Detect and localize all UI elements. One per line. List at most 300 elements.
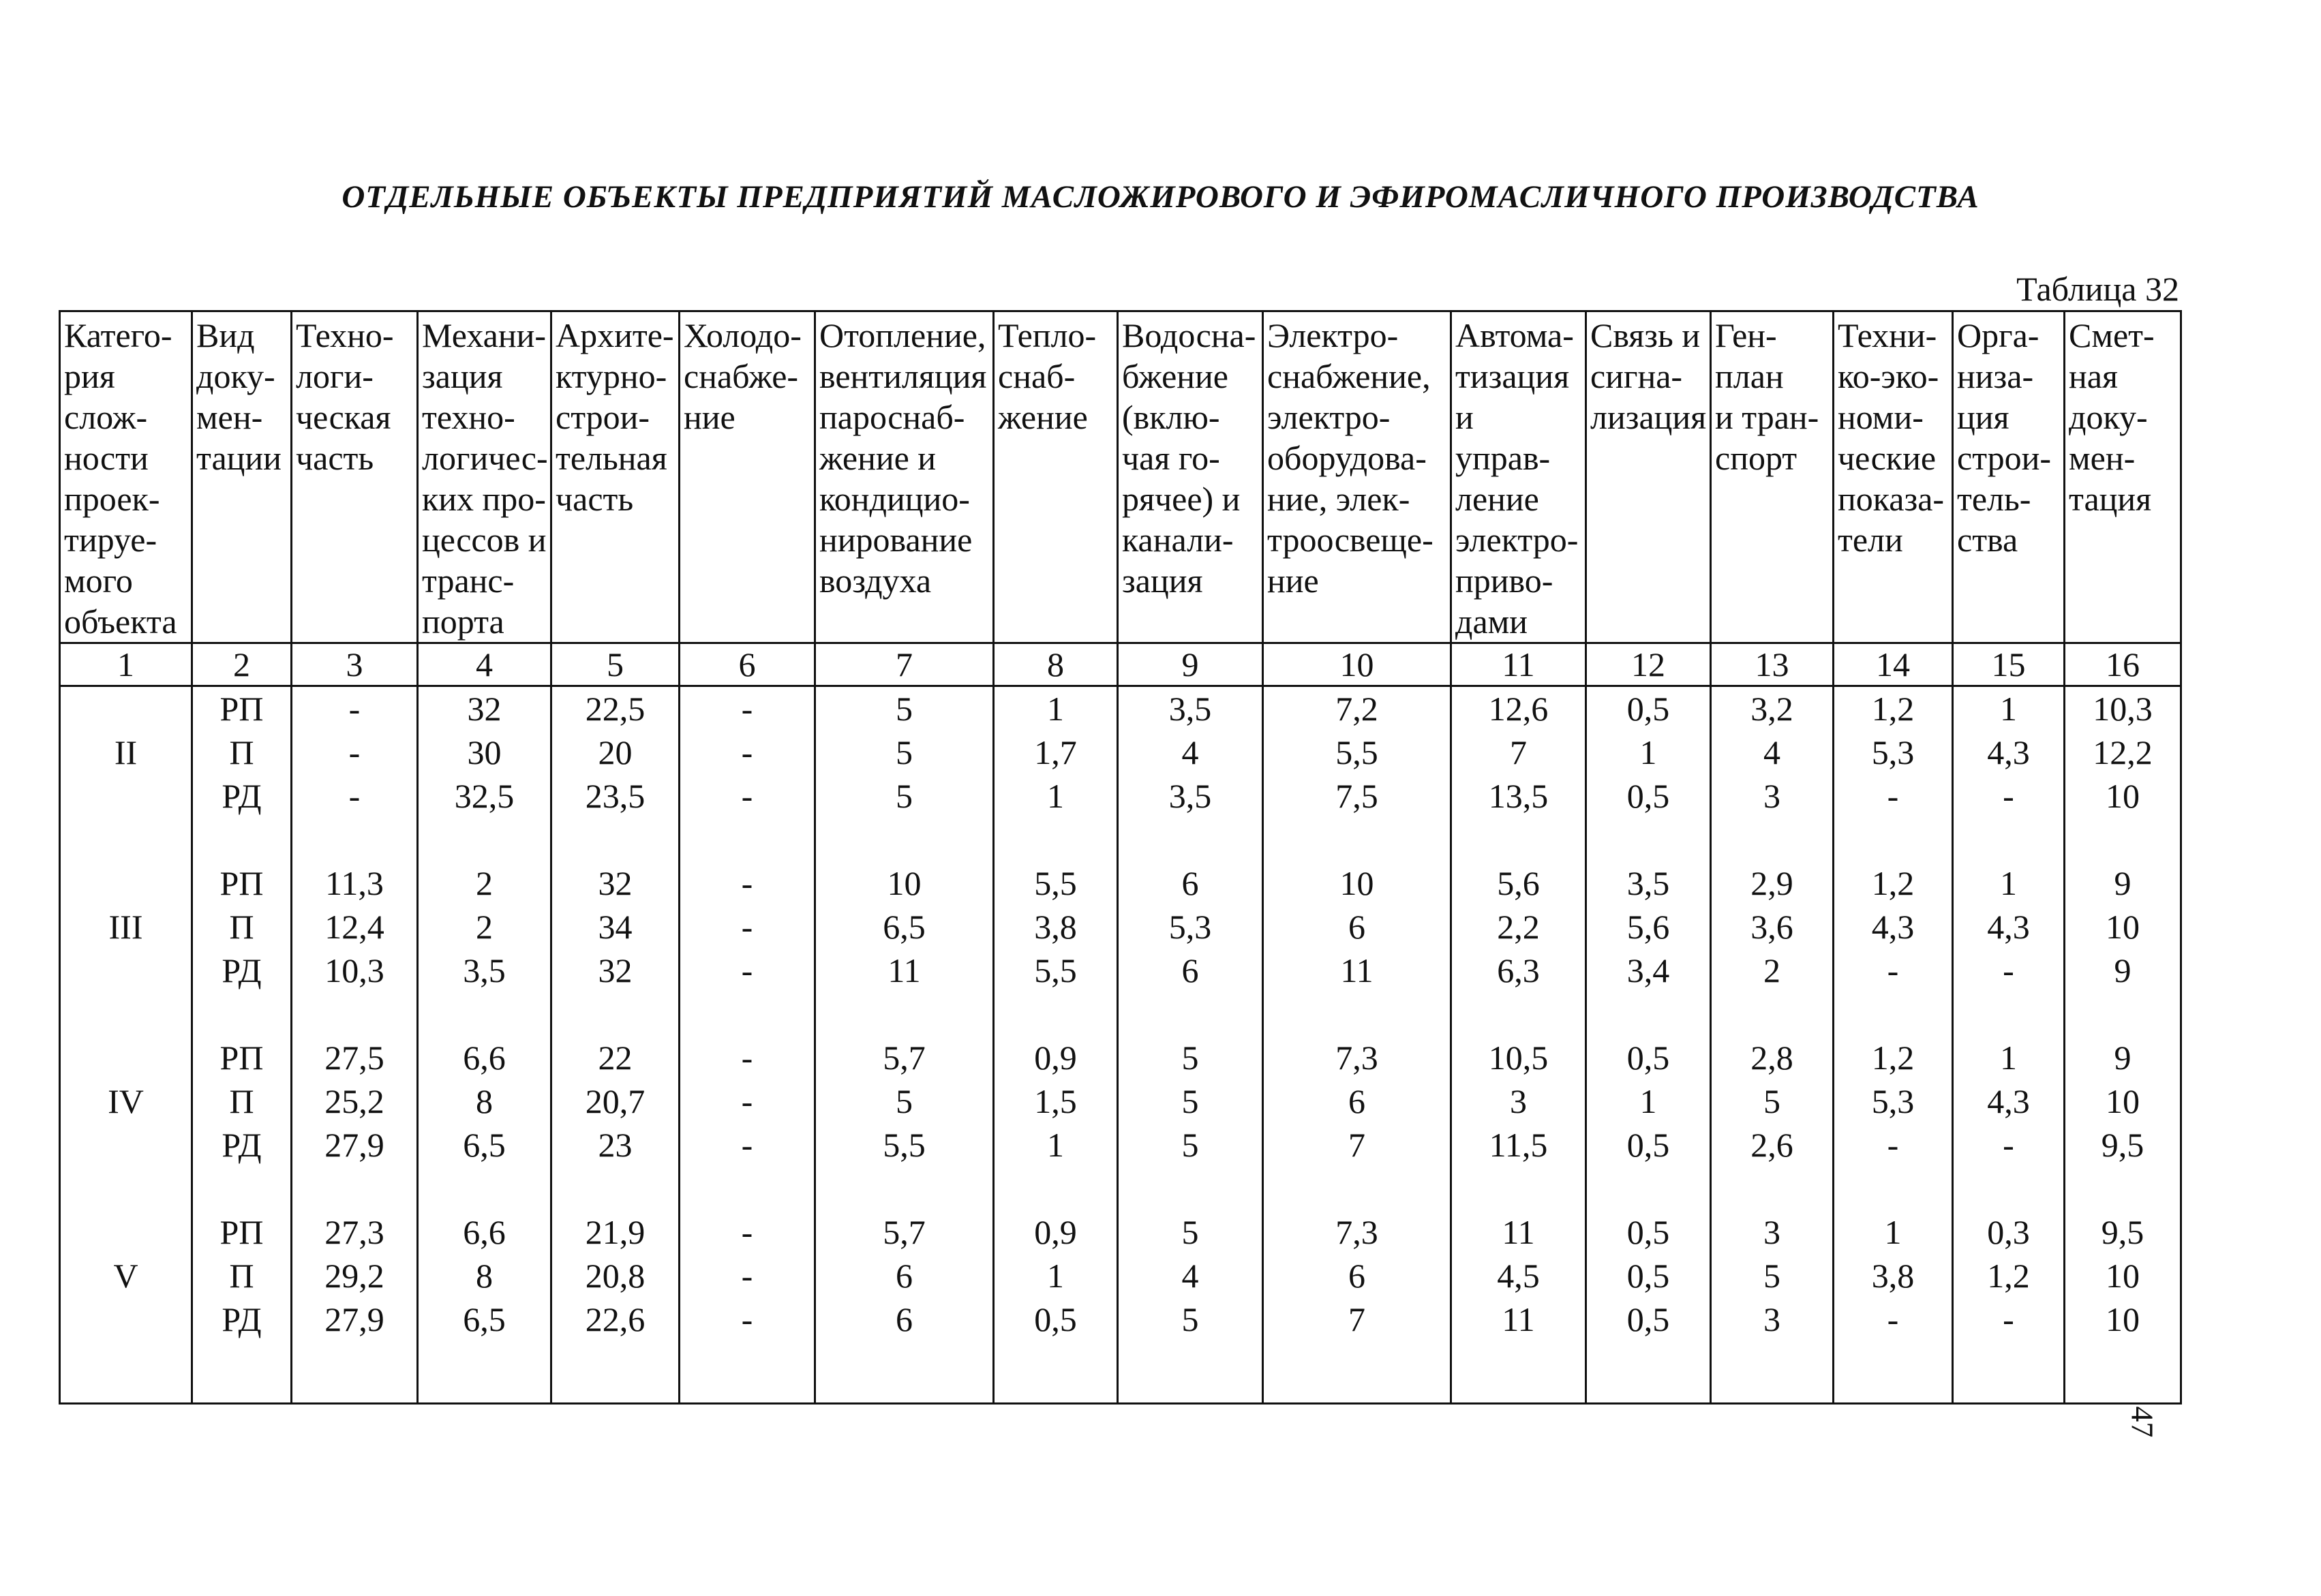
value-cell: 10 bbox=[2065, 905, 2181, 949]
column-number: 15 bbox=[1953, 643, 2065, 686]
value-cell: 6 bbox=[815, 1254, 994, 1298]
value-cell: 1 bbox=[1834, 1210, 1953, 1254]
value-cell: 12,4 bbox=[292, 905, 418, 949]
value-cell: 1 bbox=[1953, 1036, 2065, 1079]
doc-type-cell: РД bbox=[192, 774, 292, 818]
value-cell: 3,2 bbox=[1711, 686, 1834, 731]
empty-cell bbox=[192, 1341, 292, 1404]
value-cell: 5,6 bbox=[1451, 861, 1586, 905]
empty-cell bbox=[192, 1167, 292, 1210]
empty-cell bbox=[418, 1341, 551, 1404]
value-cell: 5 bbox=[1118, 1036, 1263, 1079]
value-cell: 4,3 bbox=[1953, 731, 2065, 774]
value-cell: 10,3 bbox=[2065, 686, 2181, 731]
empty-cell bbox=[1711, 992, 1834, 1036]
empty-cell bbox=[1711, 818, 1834, 861]
value-cell: - bbox=[1953, 949, 2065, 992]
value-cell: - bbox=[680, 731, 815, 774]
empty-cell bbox=[1953, 992, 2065, 1036]
value-cell: - bbox=[680, 905, 815, 949]
value-cell: - bbox=[680, 686, 815, 731]
header-row bbox=[60, 311, 2181, 643]
empty-cell bbox=[1451, 992, 1586, 1036]
column-header: Техно- логи- ческая часть bbox=[292, 311, 418, 643]
value-cell: - bbox=[1953, 1123, 2065, 1167]
empty-cell bbox=[1586, 818, 1711, 861]
empty-cell bbox=[60, 1167, 192, 1210]
column-number: 7 bbox=[815, 643, 994, 686]
empty-cell bbox=[292, 1167, 418, 1210]
value-cell: 22 bbox=[551, 1036, 680, 1079]
empty-cell bbox=[680, 1341, 815, 1404]
table-row bbox=[60, 1036, 2181, 1079]
column-header: Вид доку- мен- тации bbox=[192, 311, 292, 643]
empty-cell bbox=[680, 992, 815, 1036]
value-cell: 2,6 bbox=[1711, 1123, 1834, 1167]
value-cell: 5 bbox=[1118, 1079, 1263, 1123]
value-cell: 5 bbox=[1711, 1079, 1834, 1123]
value-cell: 23 bbox=[551, 1123, 680, 1167]
value-cell: 7,3 bbox=[1263, 1036, 1451, 1079]
empty-cell bbox=[551, 1341, 680, 1404]
empty-cell bbox=[2065, 1341, 2181, 1404]
value-cell: 1,2 bbox=[1953, 1254, 2065, 1298]
value-cell: 20 bbox=[551, 731, 680, 774]
value-cell: 3,6 bbox=[1711, 905, 1834, 949]
column-header: Орга- низа- ция строи- тель- ства bbox=[1953, 311, 2065, 643]
empty-cell bbox=[1834, 1341, 1953, 1404]
value-cell: 9,5 bbox=[2065, 1123, 2181, 1167]
value-cell: 6,6 bbox=[418, 1036, 551, 1079]
value-cell: - bbox=[1834, 1298, 1953, 1341]
value-cell: 7,5 bbox=[1263, 774, 1451, 818]
value-cell: 5,3 bbox=[1118, 905, 1263, 949]
empty-cell bbox=[551, 992, 680, 1036]
empty-cell bbox=[1586, 992, 1711, 1036]
value-cell: - bbox=[680, 1210, 815, 1254]
value-cell: 12,2 bbox=[2065, 731, 2181, 774]
empty-cell bbox=[60, 1341, 192, 1404]
value-cell: 10 bbox=[2065, 1254, 2181, 1298]
value-cell: 3,4 bbox=[1586, 949, 1711, 992]
value-cell: - bbox=[680, 949, 815, 992]
doc-type-cell: РД bbox=[192, 949, 292, 992]
value-cell: - bbox=[680, 861, 815, 905]
empty-cell bbox=[994, 818, 1118, 861]
value-cell: 4,3 bbox=[1953, 905, 2065, 949]
value-cell: 5,6 bbox=[1586, 905, 1711, 949]
value-cell: 5,3 bbox=[1834, 1079, 1953, 1123]
empty-cell bbox=[1586, 1341, 1711, 1404]
category-cell bbox=[60, 1298, 192, 1341]
table-row bbox=[60, 1079, 2181, 1123]
empty-cell bbox=[994, 1167, 1118, 1210]
empty-cell bbox=[1953, 1167, 2065, 1210]
value-cell: 13,5 bbox=[1451, 774, 1586, 818]
column-number: 2 bbox=[192, 643, 292, 686]
column-number: 9 bbox=[1118, 643, 1263, 686]
group-spacer-row bbox=[60, 992, 2181, 1036]
table-row bbox=[60, 905, 2181, 949]
column-number: 6 bbox=[680, 643, 815, 686]
doc-type-cell: П bbox=[192, 905, 292, 949]
value-cell: 7,3 bbox=[1263, 1210, 1451, 1254]
value-cell: 1,2 bbox=[1834, 686, 1953, 731]
empty-cell bbox=[1118, 1341, 1263, 1404]
value-cell: 5 bbox=[1118, 1298, 1263, 1341]
value-cell: 5,3 bbox=[1834, 731, 1953, 774]
value-cell: 1 bbox=[1586, 731, 1711, 774]
empty-cell bbox=[994, 992, 1118, 1036]
value-cell: 11,3 bbox=[292, 861, 418, 905]
category-cell: II bbox=[60, 731, 192, 774]
value-cell: 0,5 bbox=[1586, 774, 1711, 818]
value-cell: 10,5 bbox=[1451, 1036, 1586, 1079]
value-cell: 22,6 bbox=[551, 1298, 680, 1341]
value-cell: 3 bbox=[1711, 774, 1834, 818]
value-cell: - bbox=[292, 731, 418, 774]
value-cell: 1 bbox=[1953, 861, 2065, 905]
doc-type-cell: РД bbox=[192, 1123, 292, 1167]
column-number: 8 bbox=[994, 643, 1118, 686]
doc-type-cell: РП bbox=[192, 1036, 292, 1079]
category-cell: III bbox=[60, 905, 192, 949]
value-cell: 21,9 bbox=[551, 1210, 680, 1254]
group-spacer-row bbox=[60, 1167, 2181, 1210]
value-cell: 6,3 bbox=[1451, 949, 1586, 992]
empty-cell bbox=[292, 1341, 418, 1404]
table-row bbox=[60, 686, 2181, 731]
empty-cell bbox=[2065, 992, 2181, 1036]
column-number: 14 bbox=[1834, 643, 1953, 686]
value-cell: 9 bbox=[2065, 1036, 2181, 1079]
value-cell: 0,5 bbox=[1586, 1036, 1711, 1079]
empty-cell bbox=[1953, 818, 2065, 861]
value-cell: 4 bbox=[1711, 731, 1834, 774]
value-cell: 22,5 bbox=[551, 686, 680, 731]
empty-cell bbox=[1451, 1167, 1586, 1210]
table-row bbox=[60, 861, 2181, 905]
value-cell: 1,2 bbox=[1834, 861, 1953, 905]
value-cell: 1,7 bbox=[994, 731, 1118, 774]
category-cell bbox=[60, 774, 192, 818]
value-cell: 5 bbox=[815, 731, 994, 774]
table-row bbox=[60, 1123, 2181, 1167]
value-cell: 1 bbox=[994, 1123, 1118, 1167]
value-cell: 6 bbox=[815, 1298, 994, 1341]
value-cell: 3,8 bbox=[1834, 1254, 1953, 1298]
value-cell: 10 bbox=[2065, 774, 2181, 818]
empty-cell bbox=[60, 818, 192, 861]
value-cell: - bbox=[680, 1298, 815, 1341]
value-cell: 4 bbox=[1118, 1254, 1263, 1298]
value-cell: 8 bbox=[418, 1254, 551, 1298]
value-cell: 4 bbox=[1118, 731, 1263, 774]
empty-cell bbox=[815, 1167, 994, 1210]
value-cell: 32 bbox=[551, 949, 680, 992]
group-spacer-row bbox=[60, 1341, 2181, 1404]
value-cell: 2 bbox=[1711, 949, 1834, 992]
value-cell: 3 bbox=[1451, 1079, 1586, 1123]
value-cell: 3,5 bbox=[1118, 774, 1263, 818]
value-cell: 5,5 bbox=[994, 861, 1118, 905]
category-cell bbox=[60, 1210, 192, 1254]
value-cell: - bbox=[292, 774, 418, 818]
value-cell: 3,5 bbox=[1118, 686, 1263, 731]
column-header: Катего- рия слож- ности проек- тируе- мого объекта bbox=[60, 311, 192, 643]
doc-type-cell: РП bbox=[192, 1210, 292, 1254]
column-header: Электро- снабжение, электро- оборудова- ние, элек- троосвеще- ние bbox=[1263, 311, 1451, 643]
value-cell: 10 bbox=[815, 861, 994, 905]
value-cell: 9,5 bbox=[2065, 1210, 2181, 1254]
empty-cell bbox=[1451, 1341, 1586, 1404]
doc-type-cell: П bbox=[192, 1079, 292, 1123]
column-number: 13 bbox=[1711, 643, 1834, 686]
value-cell: 9 bbox=[2065, 949, 2181, 992]
value-cell: 0,5 bbox=[1586, 1210, 1711, 1254]
value-cell: 5 bbox=[1118, 1210, 1263, 1254]
value-cell: 12,6 bbox=[1451, 686, 1586, 731]
column-number: 16 bbox=[2065, 643, 2181, 686]
column-header: Механи- зация техно- логичес- ких про- цессов и транс- порта bbox=[418, 311, 551, 643]
value-cell: 7 bbox=[1451, 731, 1586, 774]
table-row bbox=[60, 731, 2181, 774]
value-cell: 27,3 bbox=[292, 1210, 418, 1254]
empty-cell bbox=[1118, 1167, 1263, 1210]
value-cell: - bbox=[680, 1079, 815, 1123]
column-header: Водосна- бжение (вклю- чая го- рячее) и канали- зация bbox=[1118, 311, 1263, 643]
category-cell bbox=[60, 1036, 192, 1079]
value-cell: 4,3 bbox=[1834, 905, 1953, 949]
value-cell: 10,3 bbox=[292, 949, 418, 992]
value-cell: 4,5 bbox=[1451, 1254, 1586, 1298]
value-cell: 6,5 bbox=[418, 1298, 551, 1341]
category-cell bbox=[60, 686, 192, 731]
empty-cell bbox=[1263, 1167, 1451, 1210]
value-cell: - bbox=[1834, 774, 1953, 818]
empty-cell bbox=[1834, 1167, 1953, 1210]
empty-cell bbox=[418, 992, 551, 1036]
value-cell: 0,9 bbox=[994, 1036, 1118, 1079]
value-cell: 6,5 bbox=[815, 905, 994, 949]
value-cell: 6 bbox=[1263, 1254, 1451, 1298]
empty-cell bbox=[292, 992, 418, 1036]
value-cell: 8 bbox=[418, 1079, 551, 1123]
value-cell: 5 bbox=[1118, 1123, 1263, 1167]
empty-cell bbox=[994, 1341, 1118, 1404]
column-header: Техни- ко-эко- номи- ческие показа- тели bbox=[1834, 311, 1953, 643]
value-cell: 6 bbox=[1263, 1079, 1451, 1123]
table-header bbox=[60, 311, 2181, 686]
value-cell: 11 bbox=[815, 949, 994, 992]
value-cell: 7 bbox=[1263, 1123, 1451, 1167]
column-header: Холодо- снабже- ние bbox=[680, 311, 815, 643]
column-number: 4 bbox=[418, 643, 551, 686]
value-cell: 6 bbox=[1118, 949, 1263, 992]
empty-cell bbox=[815, 1341, 994, 1404]
empty-cell bbox=[1263, 992, 1451, 1036]
value-cell: 1 bbox=[1586, 1079, 1711, 1123]
value-cell: 11 bbox=[1451, 1210, 1586, 1254]
value-cell: 1,5 bbox=[994, 1079, 1118, 1123]
value-cell: 7,2 bbox=[1263, 686, 1451, 731]
value-cell: 2 bbox=[418, 861, 551, 905]
value-cell: 32 bbox=[418, 686, 551, 731]
empty-cell bbox=[551, 1167, 680, 1210]
value-cell: 6,5 bbox=[418, 1123, 551, 1167]
empty-cell bbox=[815, 992, 994, 1036]
value-cell: 5 bbox=[1711, 1254, 1834, 1298]
empty-cell bbox=[1263, 818, 1451, 861]
value-cell: 10 bbox=[1263, 861, 1451, 905]
table-row bbox=[60, 774, 2181, 818]
empty-cell bbox=[680, 1167, 815, 1210]
doc-type-cell: РП bbox=[192, 861, 292, 905]
value-cell: 2,9 bbox=[1711, 861, 1834, 905]
value-cell: 1 bbox=[994, 1254, 1118, 1298]
column-number: 3 bbox=[292, 643, 418, 686]
value-cell: 0,5 bbox=[1586, 686, 1711, 731]
value-cell: 11 bbox=[1451, 1298, 1586, 1341]
column-header: Архите- ктурно- строи- тельная часть bbox=[551, 311, 680, 643]
value-cell: 5 bbox=[815, 1079, 994, 1123]
value-cell: 0,5 bbox=[994, 1298, 1118, 1341]
empty-cell bbox=[551, 818, 680, 861]
empty-cell bbox=[418, 1167, 551, 1210]
value-cell: 11 bbox=[1263, 949, 1451, 992]
value-cell: 5 bbox=[815, 774, 994, 818]
table-row bbox=[60, 1210, 2181, 1254]
value-cell: - bbox=[680, 774, 815, 818]
value-cell: - bbox=[1834, 949, 1953, 992]
value-cell: 25,2 bbox=[292, 1079, 418, 1123]
empty-cell bbox=[192, 992, 292, 1036]
value-cell: 29,2 bbox=[292, 1254, 418, 1298]
empty-cell bbox=[815, 818, 994, 861]
empty-cell bbox=[2065, 818, 2181, 861]
value-cell: 23,5 bbox=[551, 774, 680, 818]
column-number: 1 bbox=[60, 643, 192, 686]
empty-cell bbox=[1118, 992, 1263, 1036]
value-cell: 5 bbox=[815, 686, 994, 731]
value-cell: 27,9 bbox=[292, 1123, 418, 1167]
value-cell: 5,5 bbox=[1263, 731, 1451, 774]
value-cell: 30 bbox=[418, 731, 551, 774]
empty-cell bbox=[1834, 992, 1953, 1036]
value-cell: 6 bbox=[1118, 861, 1263, 905]
empty-cell bbox=[292, 818, 418, 861]
value-cell: 1 bbox=[1953, 686, 2065, 731]
value-cell: 27,9 bbox=[292, 1298, 418, 1341]
category-cell: IV bbox=[60, 1079, 192, 1123]
empty-cell bbox=[1586, 1167, 1711, 1210]
value-cell: 2 bbox=[418, 905, 551, 949]
table-row bbox=[60, 949, 2181, 992]
value-cell: 0,5 bbox=[1586, 1123, 1711, 1167]
value-cell: 6 bbox=[1263, 905, 1451, 949]
value-cell: 5,5 bbox=[815, 1123, 994, 1167]
doc-type-cell: П bbox=[192, 1254, 292, 1298]
column-number: 11 bbox=[1451, 643, 1586, 686]
column-header: Связь и сигна- лизация bbox=[1586, 311, 1711, 643]
empty-cell bbox=[1263, 1341, 1451, 1404]
empty-cell bbox=[1711, 1167, 1834, 1210]
value-cell: 32,5 bbox=[418, 774, 551, 818]
value-cell: 6,6 bbox=[418, 1210, 551, 1254]
value-cell: 0,9 bbox=[994, 1210, 1118, 1254]
value-cell: 3 bbox=[1711, 1210, 1834, 1254]
column-header: Отопление, вентиляция пароснаб- жение и кондицио- нирование воздуха bbox=[815, 311, 994, 643]
value-cell: 4,3 bbox=[1953, 1079, 2065, 1123]
doc-type-cell: П bbox=[192, 731, 292, 774]
value-cell: 2,2 bbox=[1451, 905, 1586, 949]
empty-cell bbox=[60, 992, 192, 1036]
column-header: Автома- тизация и управ- ление электро- приво- дами bbox=[1451, 311, 1586, 643]
cost-distribution-table bbox=[59, 310, 2182, 1405]
group-spacer-row bbox=[60, 818, 2181, 861]
value-cell: 34 bbox=[551, 905, 680, 949]
table-row bbox=[60, 1298, 2181, 1341]
page-number: 47 bbox=[2125, 1406, 2160, 1438]
value-cell: - bbox=[680, 1036, 815, 1079]
value-cell: - bbox=[680, 1254, 815, 1298]
value-cell: 32 bbox=[551, 861, 680, 905]
column-number-row bbox=[60, 643, 2181, 686]
column-header: Тепло- снаб- жение bbox=[994, 311, 1118, 643]
value-cell: - bbox=[680, 1123, 815, 1167]
empty-cell bbox=[1711, 1341, 1834, 1404]
empty-cell bbox=[680, 818, 815, 861]
value-cell: 27,5 bbox=[292, 1036, 418, 1079]
value-cell: - bbox=[292, 686, 418, 731]
column-number: 10 bbox=[1263, 643, 1451, 686]
category-cell bbox=[60, 861, 192, 905]
value-cell: 20,7 bbox=[551, 1079, 680, 1123]
column-header: Смет- ная доку- мен- тация bbox=[2065, 311, 2181, 643]
category-cell: V bbox=[60, 1254, 192, 1298]
value-cell: 3,5 bbox=[418, 949, 551, 992]
value-cell: 1 bbox=[994, 686, 1118, 731]
category-cell bbox=[60, 949, 192, 992]
empty-cell bbox=[192, 818, 292, 861]
empty-cell bbox=[1118, 818, 1263, 861]
value-cell: 5,5 bbox=[994, 949, 1118, 992]
column-number: 12 bbox=[1586, 643, 1711, 686]
value-cell: - bbox=[1953, 774, 2065, 818]
value-cell: 10 bbox=[2065, 1079, 2181, 1123]
column-number: 5 bbox=[551, 643, 680, 686]
value-cell: 11,5 bbox=[1451, 1123, 1586, 1167]
table-number: Таблица 32 bbox=[2016, 270, 2179, 308]
value-cell: 3,5 bbox=[1586, 861, 1711, 905]
value-cell: 9 bbox=[2065, 861, 2181, 905]
empty-cell bbox=[1834, 818, 1953, 861]
value-cell: 3,8 bbox=[994, 905, 1118, 949]
empty-cell bbox=[1451, 818, 1586, 861]
value-cell: 0,5 bbox=[1586, 1254, 1711, 1298]
table-body bbox=[60, 686, 2181, 1404]
value-cell: 0,3 bbox=[1953, 1210, 2065, 1254]
value-cell: - bbox=[1953, 1298, 2065, 1341]
value-cell: - bbox=[1834, 1123, 1953, 1167]
column-header: Ген- план и тран- спорт bbox=[1711, 311, 1834, 643]
page-title: ОТДЕЛЬНЫЕ ОБЪЕКТЫ ПРЕДПРИЯТИЙ МАСЛОЖИРОВОГО И ЭФИРОМАСЛИЧНОГО ПРОИЗВОДСТВА bbox=[342, 179, 1979, 215]
value-cell: 20,8 bbox=[551, 1254, 680, 1298]
value-cell: 7 bbox=[1263, 1298, 1451, 1341]
value-cell: 0,5 bbox=[1586, 1298, 1711, 1341]
value-cell: 2,8 bbox=[1711, 1036, 1834, 1079]
value-cell: 1,2 bbox=[1834, 1036, 1953, 1079]
